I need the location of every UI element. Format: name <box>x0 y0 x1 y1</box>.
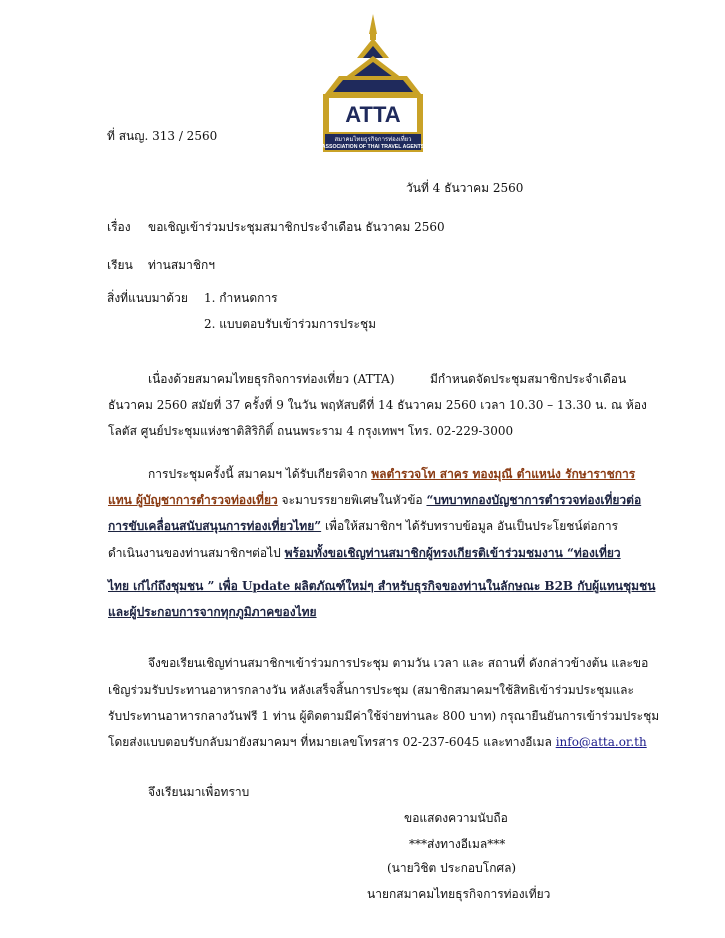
event-invitation: และผู้ประกอบการจากทุกภูมิภาคของไทย <box>108 605 317 619</box>
para1-line: ธันวาคม 2560 สมัยที่ 37 ครั้งที่ 9 ในวัน พฤหัสบดีที่ 14 ธันวาคม 2560 เวลา 10.30 – 13.30 น. ณ ห้อง <box>108 398 647 412</box>
signer-name: (นายวิชิต ประกอบโกศล) <box>387 861 517 875</box>
event-invitation: พร้อมทั้งขอเชิญท่านสมาชิกผู้ทรงเกียรติเข้าร่วมชมงาน “ท่องเที่ยว <box>284 546 621 560</box>
speaker-name: พลตำรวจโท สาคร ทองมุณี ตำแหน่ง รักษาราชการ <box>371 467 636 481</box>
svg-text:สมาคมไทยธุรกิจการท่องเที่ยว: สมาคมไทยธุรกิจการท่องเที่ยว <box>334 137 412 143</box>
closing-inform: จึงเรียนมาเพื่อทราบ <box>148 785 250 799</box>
para2-text: ดำเนินงานของท่านสมาชิกฯต่อไป <box>108 546 285 560</box>
para2-line <box>148 466 635 482</box>
subject-label: เรื่อง <box>107 220 131 234</box>
attachments-label: สิ่งที่แนบมาด้วย <box>107 291 188 305</box>
para2-text: เพื่อให้สมาชิกฯ ได้รับทราบข้อมูล อันเป็นประโยชน์ต่อการ <box>321 519 619 533</box>
event-invitation: ไทย เก๋ไก๋ถึงชุมชน ” เพื่อ Update ผลิตภัณฑ์ใหม่ๆ สำหรับธุรกิจของท่านในลักษณะ B2B กับผู้แทนชุมชน <box>108 579 656 593</box>
closing-regards: ขอแสดงความนับถือ <box>404 811 508 825</box>
para3-line: รับประทานอาหารกลางวันฟรี 1 ท่าน ผู้ติดตามมีค่าใช้จ่ายท่านละ 800 บาท) กรุณายืนยันการเข้าร่วมประชุม <box>108 709 660 723</box>
para1-line: มีกำหนดจัดประชุมสมาชิกประจำเดือน <box>430 372 627 386</box>
speaker-position: แทน ผู้บัญชาการตำรวจท่องเที่ยว <box>108 493 278 507</box>
para3-text: โดยส่งแบบตอบรับกลับมายังสมาคมฯ ที่หมายเลขโทรสาร 02-237-6045 และทางอีเมล <box>108 735 556 749</box>
lecture-topic: การขับเคลื่อนสนับสนุนการท่องเที่ยวไทย” <box>108 519 322 533</box>
letter-date: วันที่ 4 ธันวาคม 2560 <box>406 181 524 195</box>
para2-line <box>108 518 618 534</box>
attachment-item: 2. แบบตอบรับเข้าร่วมการประชุม <box>204 317 377 331</box>
para2-line <box>108 492 641 508</box>
para3-line: เชิญร่วมรับประทานอาหารกลางวัน หลังเสร็จสิ้นการประชุม (สมาชิกสมาคมฯใช้สิทธิเข้าร่วมประชุมและ <box>108 683 634 697</box>
para3-line <box>108 734 647 750</box>
para2-text: จะมาบรรยายพิเศษในหัวข้อ <box>277 493 427 507</box>
para3-line: จึงขอเรียนเชิญท่านสมาชิกฯเข้าร่วมการประชุม ตามวัน เวลา และ สถานที่ ดังกล่าวข้างต้น และขอ <box>148 656 649 670</box>
para2-line <box>108 545 621 561</box>
para1-line: เนื่องด้วยสมาคมไทยธุรกิจการท่องเที่ยว (ATTA) <box>148 372 395 386</box>
atta-logo <box>317 12 429 154</box>
recipient-label: เรียน <box>107 258 133 272</box>
svg-text:ASSOCIATION OF THAI TRAVEL AGE: ASSOCIATION OF THAI TRAVEL AGENTS <box>321 144 425 150</box>
svg-text:ATTA: ATTA <box>345 102 401 127</box>
lecture-topic: “บทบาทกองบัญชาการตำรวจท่องเที่ยวต่อ <box>426 493 642 507</box>
reference-number: ที่ สนญ. 313 / 2560 <box>107 129 218 143</box>
attachment-item: 1. กำหนดการ <box>204 291 278 305</box>
atta-emblem-icon <box>317 12 429 154</box>
para2-text: การประชุมครั้งนี้ สมาคมฯ ได้รับเกียรติจาก <box>148 467 372 481</box>
sent-by-email-note: ***ส่งทางอีเมล*** <box>409 837 506 851</box>
subject-text: ขอเชิญเข้าร่วมประชุมสมาชิกประจำเดือน ธันวาคม 2560 <box>148 220 445 234</box>
email-link[interactable]: info@atta.or.th <box>555 735 647 749</box>
signer-position: นายกสมาคมไทยธุรกิจการท่องเที่ยว <box>367 887 551 901</box>
para1-line: โลตัส ศูนย์ประชุมแห่งชาติสิริกิติ์ ถนนพระราม 4 กรุงเทพฯ โทร. 02-229-3000 <box>108 424 514 438</box>
recipient-text: ท่านสมาชิกฯ <box>148 258 215 272</box>
